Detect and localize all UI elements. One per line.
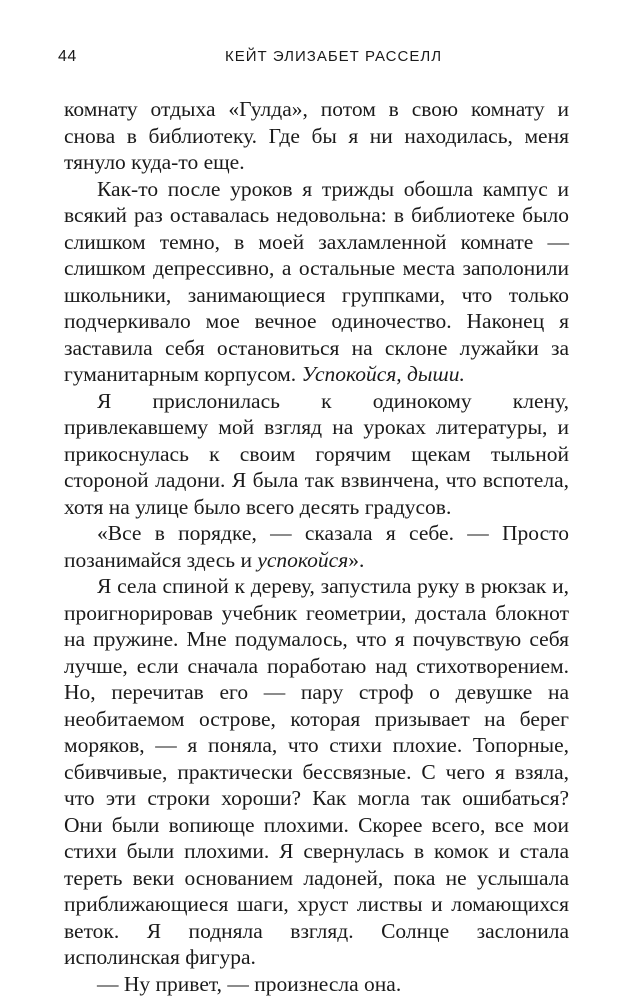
paragraph-3: Я прислонилась к одинокому клену, привлекавшему мой взгляд на уроках литературы, и прикоснулась к своим горячим щекам тыльной стороной ладони. Я была так взвинчена, что вспотела, хотя на улице было всего десять градусов. (64, 388, 569, 519)
paragraph-2-text: Как-то после уроков я трижды обошла кампус и всякий раз оставалась недовольна: в библиотеке было слишком темно, в моей захламленной комнате — слишком депрессивно, а остальные места заполонили школьники, занимающиеся группками, что только подчеркивало мое вечное одиночество. Наконец я заставила себя остановиться на склоне лужайки за гуманитарным корпусом. (64, 176, 569, 386)
paragraph-2-italic: Успокойся, дыши. (301, 362, 465, 386)
running-title: КЕЙТ ЭЛИЗАБЕТ РАССЕЛЛ (225, 48, 443, 65)
paragraph-6: — Ну привет, — произнесла она. (97, 971, 402, 996)
paragraph-4-text: «Все в порядке, — сказала я себе. — Просто позанимайся здесь и (64, 521, 569, 572)
body-text (64, 96, 569, 997)
paragraph-4 (64, 520, 569, 573)
page-number: 44 (58, 48, 77, 65)
paragraph-2 (64, 176, 569, 388)
paragraph-5: Я села спиной к дереву, запустила руку в рюкзак и, проигнорировав учебник геометрии, достала блокнот на пружине. Мне подумалось, что я почувствую себя лучше, если сначала поработаю над стихотворением. Но, перечитав его — пару строф о девушке на необитаемом острове, которая призывает на берег моряков, — я поняла, что стихи плохие. Топорные, сбивчивые, практически бессвязные. С чего я взяла, что эти строки хороши? Как могла так ошибаться? Они были вопиюще плохими. Скорее всего, все мои стихи были плохими. Я свернулась в комок и стала тереть веки основанием ладоней, пока не услышала приближающиеся шаги, хруст листвы и ломающихся веток. Я подняла взгляд. Солнце заслонила исполинская фигура. (64, 574, 569, 969)
page-header (0, 40, 625, 70)
paragraph-4-italic: успокойся (257, 547, 349, 572)
paragraph-1: комнату отдыха «Гулда», потом в свою комнату и снова в библиотеку. Где бы я ни находилась, меня тянуло куда-то еще. (64, 97, 569, 174)
paragraph-4-tail: ». (348, 547, 365, 572)
